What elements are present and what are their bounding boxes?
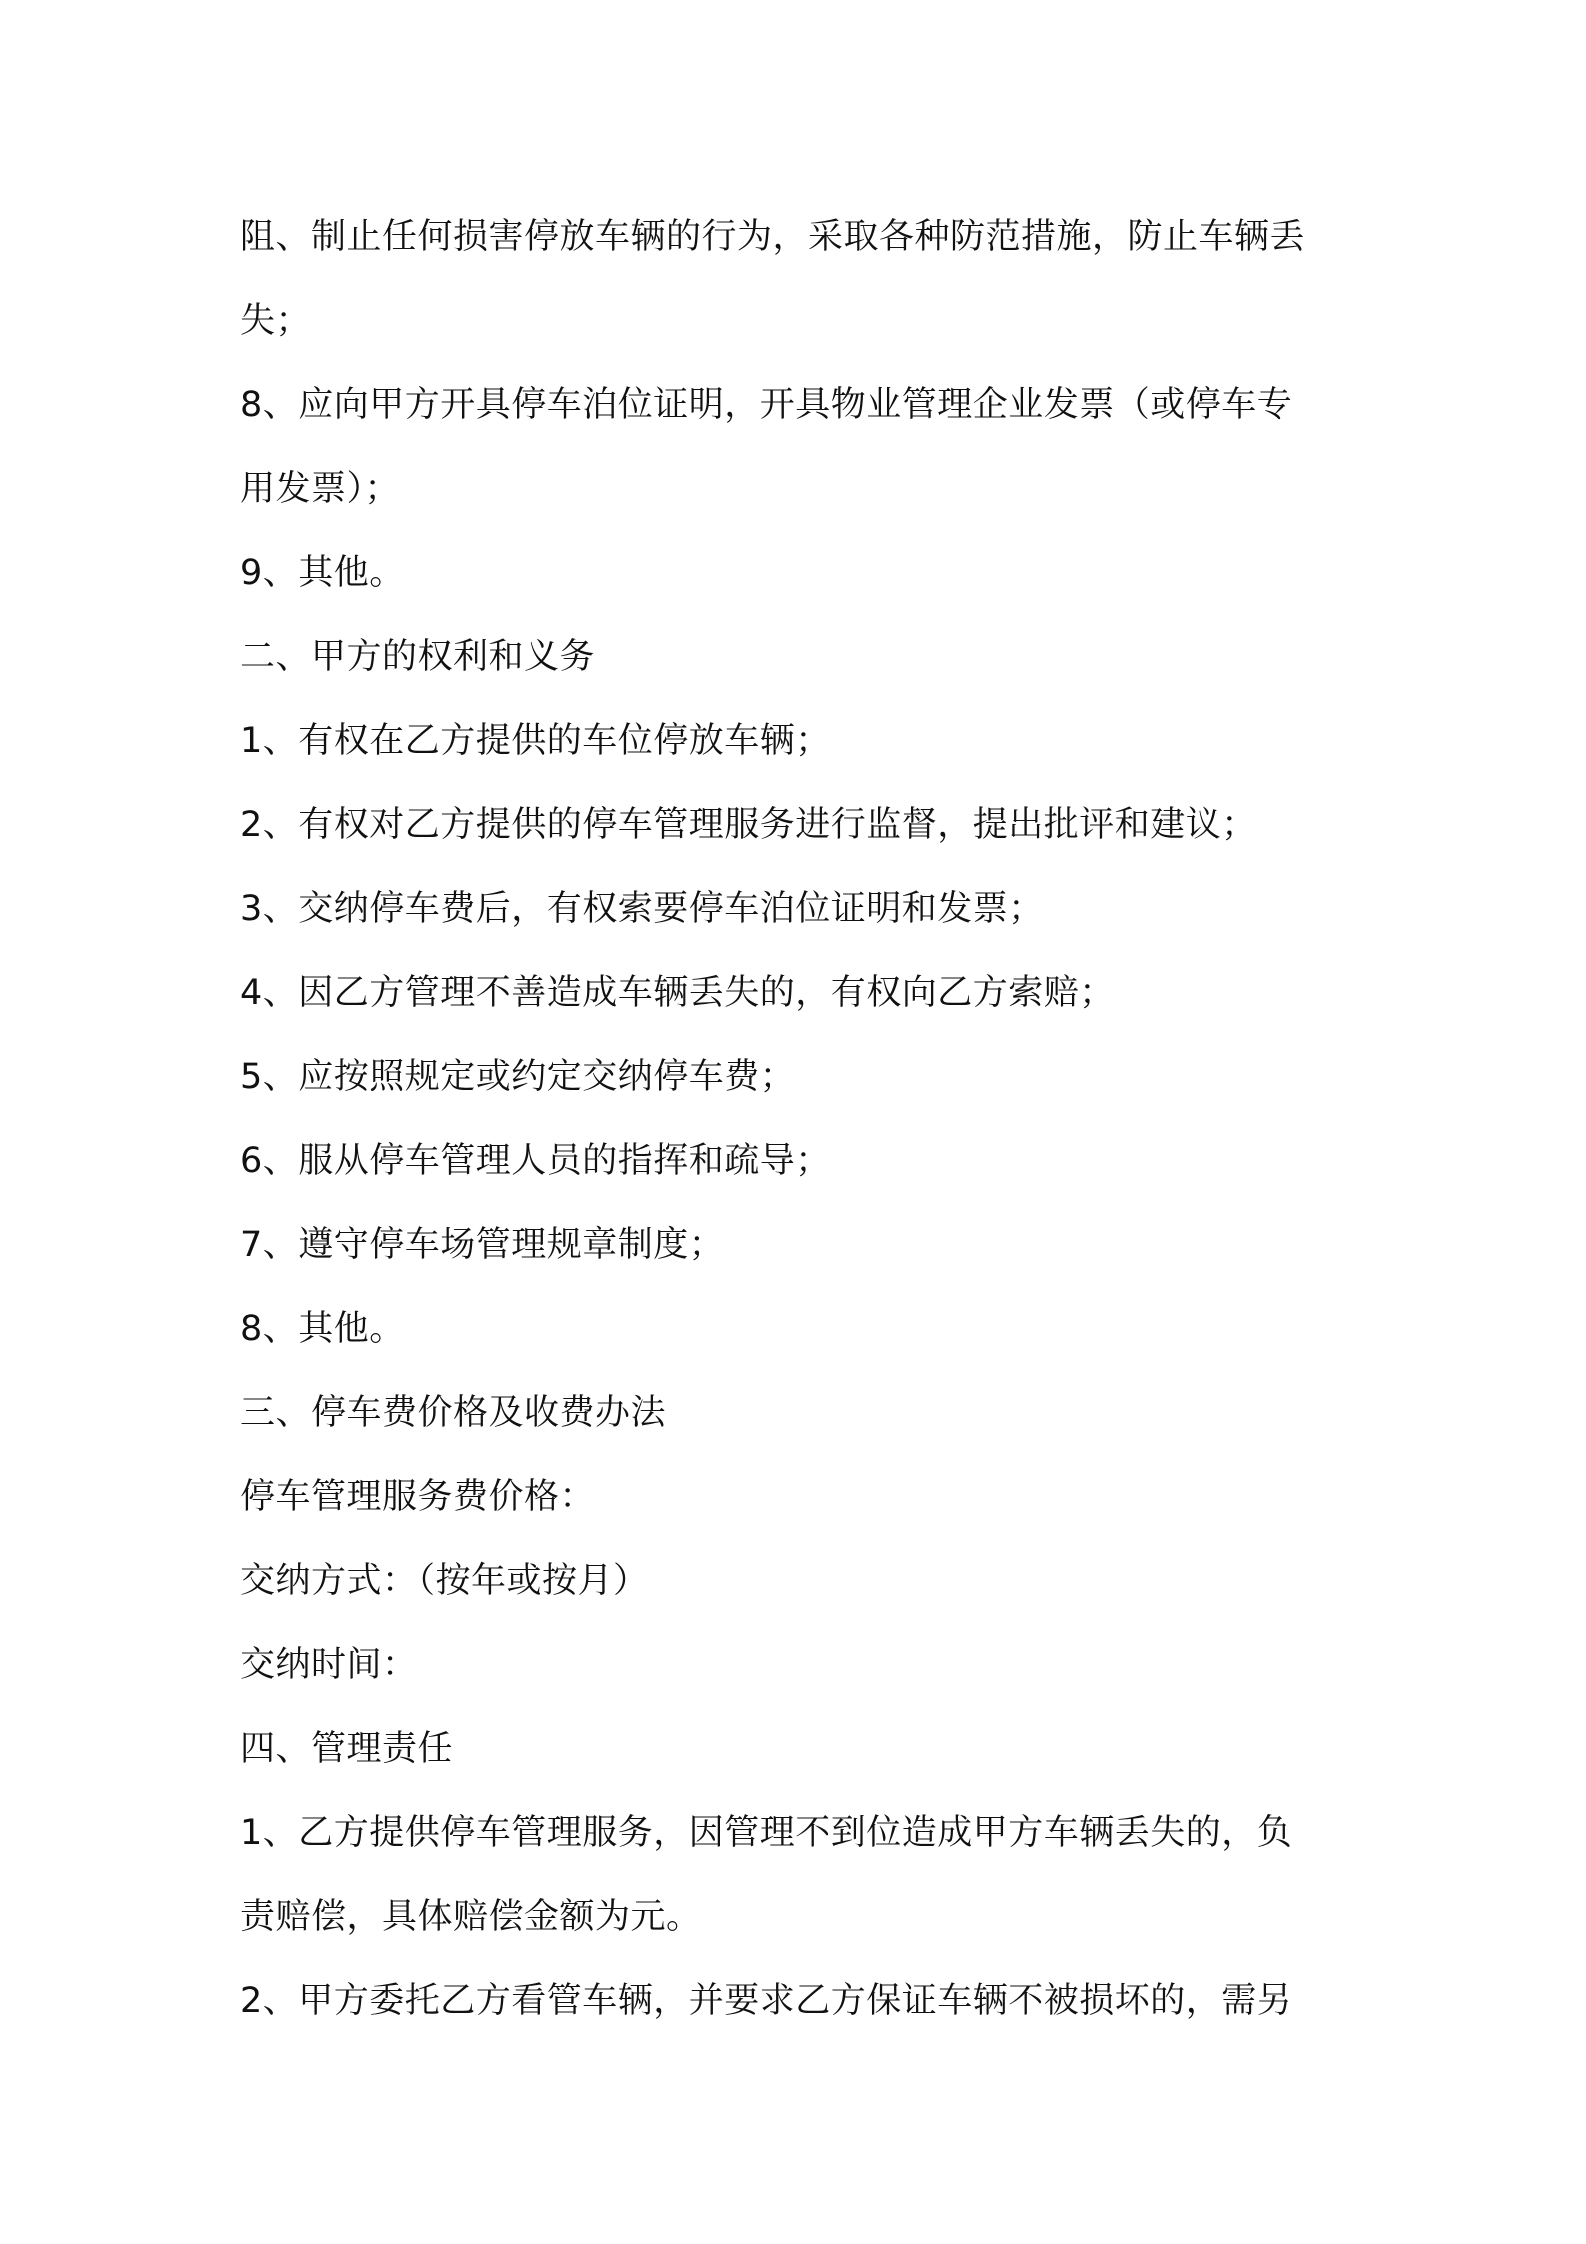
text-line-continuation-duty-7-end: 失； [240,301,312,341]
text-line-payment-method: 交纳方式：（按年或按月） [240,1561,649,1601]
text-line-liability-item-2: 2、甲方委托乙方看管车辆，并要求乙方保证车辆不被损坏的，需另 [240,1981,1293,2021]
text-line-continuation-duty-7: 阻、制止任何损害停放车辆的行为，采取各种防范措施，防止车辆丢 [240,217,1306,257]
section-heading-management-liability: 四、管理责任 [240,1729,454,1769]
text-line-party-a-item-8: 8、其他。 [240,1309,405,1349]
text-line-party-b-duty-8-end: 用发票）； [240,469,401,509]
text-line-payment-time: 交纳时间： [240,1645,418,1685]
text-line-fee-price: 停车管理服务费价格： [240,1477,596,1517]
text-line-liability-item-1-end: 责赔偿，具体赔偿金额为元。 [240,1897,702,1937]
text-line-party-a-item-3: 3、交纳停车费后，有权索要停车泊位证明和发票； [240,889,1044,929]
section-heading-party-a-rights: 二、甲方的权利和义务 [240,637,596,677]
text-line-party-a-item-7: 7、遵守停车场管理规章制度； [240,1225,725,1265]
text-line-party-a-item-4: 4、因乙方管理不善造成车辆丢失的，有权向乙方索赔； [240,973,1115,1013]
document-body [240,195,1360,2043]
text-line-party-a-item-6: 6、服从停车管理人员的指挥和疏导； [240,1141,831,1181]
text-line-liability-item-1: 1、乙方提供停车管理服务，因管理不到位造成甲方车辆丢失的，负 [240,1813,1293,1853]
section-heading-fees: 三、停车费价格及收费办法 [240,1393,667,1433]
text-line-party-a-item-5: 5、应按照规定或约定交纳停车费； [240,1057,796,1097]
text-line-party-b-duty-8: 8、应向甲方开具停车泊位证明，开具物业管理企业发票（或停车专 [240,385,1293,425]
text-line-party-a-item-1: 1、有权在乙方提供的车位停放车辆； [240,721,831,761]
text-line-party-b-duty-9: 9、其他。 [240,553,405,593]
text-line-party-a-item-2: 2、有权对乙方提供的停车管理服务进行监督，提出批评和建议； [240,805,1257,845]
